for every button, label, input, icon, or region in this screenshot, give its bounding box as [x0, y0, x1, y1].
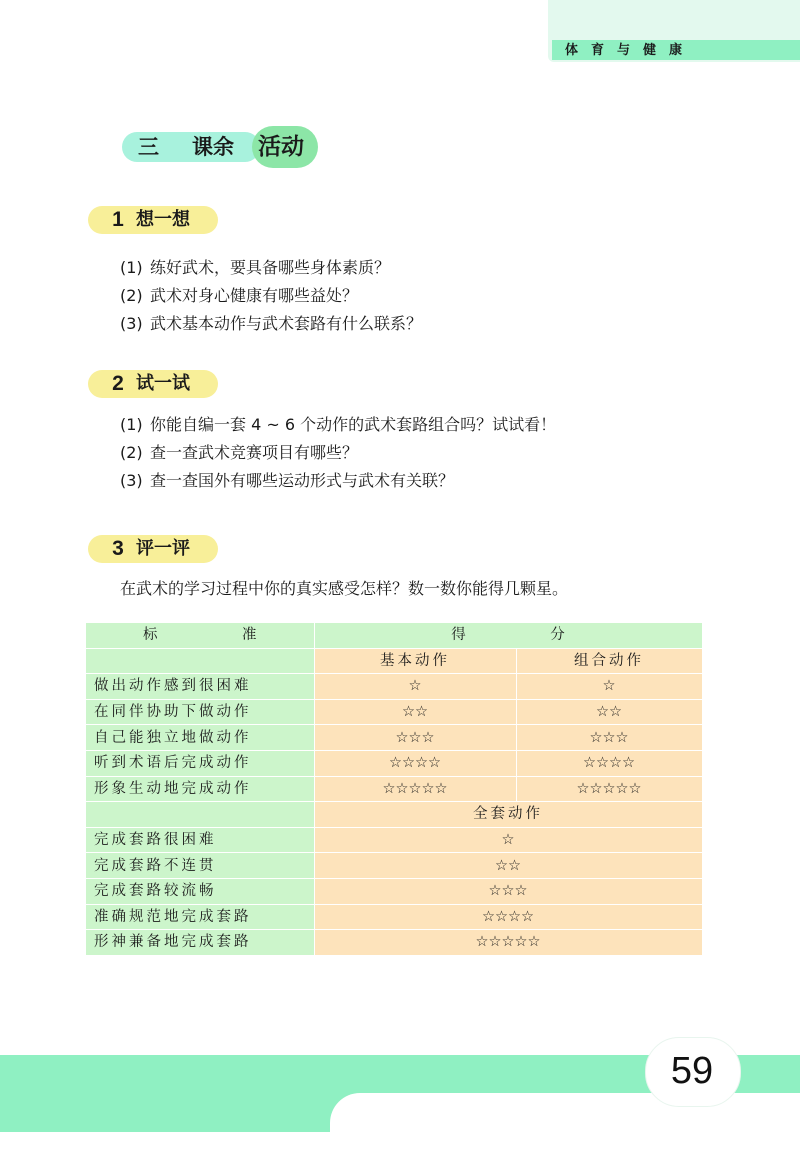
table-row: 形神兼备地完成套路 ☆☆☆☆☆	[86, 930, 702, 956]
column-header-combo: 组合动作	[516, 648, 702, 674]
list-item: (2) 武术对身心健康有哪些益处？	[120, 286, 359, 305]
subheading-number: 2	[112, 372, 124, 395]
subheading-evaluate	[88, 535, 218, 563]
subheading-title: 试一试	[136, 373, 190, 394]
rating-table	[86, 623, 703, 956]
table-row: 完成套路很困难 ☆	[86, 827, 702, 853]
star-rating: ☆☆☆☆	[314, 750, 516, 776]
column-header-standard: 标 准	[86, 623, 314, 648]
table-header-row	[86, 623, 702, 648]
list-item: (1) 练好武术，要具备哪些身体素质？	[120, 258, 391, 277]
table-row: 形象生动地完成动作 ☆☆☆☆☆ ☆☆☆☆☆	[86, 776, 702, 802]
section-title-part1: 课余	[192, 135, 234, 159]
page-number: 59	[670, 1050, 714, 1092]
table-row: 在同伴协助下做动作 ☆☆ ☆☆	[86, 699, 702, 725]
subheading-think	[88, 206, 218, 234]
star-rating: ☆☆☆	[516, 725, 702, 751]
column-header-full: 全套动作	[314, 802, 702, 828]
star-rating: ☆☆	[314, 853, 702, 879]
star-rating: ☆	[314, 674, 516, 700]
subheading-title: 评一评	[136, 538, 190, 559]
star-rating: ☆☆☆	[314, 725, 516, 751]
column-header-basic: 基本动作	[314, 648, 516, 674]
star-rating: ☆☆	[516, 699, 702, 725]
list-item: (3) 武术基本动作与武术套路有什么联系？	[120, 314, 423, 333]
star-rating: ☆☆☆☆	[516, 750, 702, 776]
table-row: 做出动作感到很困难 ☆ ☆	[86, 674, 702, 700]
star-rating: ☆☆☆☆☆	[314, 930, 702, 956]
star-rating: ☆☆☆☆☆	[314, 776, 516, 802]
table-subheader-row	[86, 648, 702, 674]
evaluate-intro: 在武术的学习过程中你的真实感受怎样？数一数你能得几颗星。	[120, 579, 569, 598]
subheading-try	[88, 370, 218, 398]
table-row: 自己能独立地做动作 ☆☆☆ ☆☆☆	[86, 725, 702, 751]
column-header-score: 得 分	[314, 623, 702, 648]
list-item: (2) 查一查武术竞赛项目有哪些？	[120, 443, 359, 462]
star-rating: ☆☆☆☆☆	[516, 776, 702, 802]
star-rating: ☆☆☆	[314, 878, 702, 904]
table-row: 完成套路不连贯 ☆☆	[86, 853, 702, 879]
subheading-number: 3	[112, 537, 124, 560]
star-rating: ☆	[516, 674, 702, 700]
table-row: 完成套路较流畅 ☆☆☆	[86, 878, 702, 904]
star-rating: ☆☆	[314, 699, 516, 725]
subheading-title: 想一想	[136, 209, 190, 230]
list-item: (3) 查一查国外有哪些运动形式与武术有关联？	[120, 471, 455, 490]
section-title	[122, 126, 322, 166]
table-row: 准确规范地完成套路 ☆☆☆☆	[86, 904, 702, 930]
section-number: 三	[138, 135, 159, 159]
subheading-number: 1	[112, 208, 124, 231]
table-row: 听到术语后完成动作 ☆☆☆☆ ☆☆☆☆	[86, 750, 702, 776]
table-subheader-row	[86, 802, 702, 828]
star-rating: ☆☆☆☆	[314, 904, 702, 930]
list-item: (1) 你能自编一套 4 ~ 6 个动作的武术套路组合吗？试试看！	[120, 415, 557, 434]
header-label: 体育与健康	[565, 43, 696, 58]
section-title-part2: 活动	[258, 134, 304, 160]
star-rating: ☆	[314, 827, 702, 853]
